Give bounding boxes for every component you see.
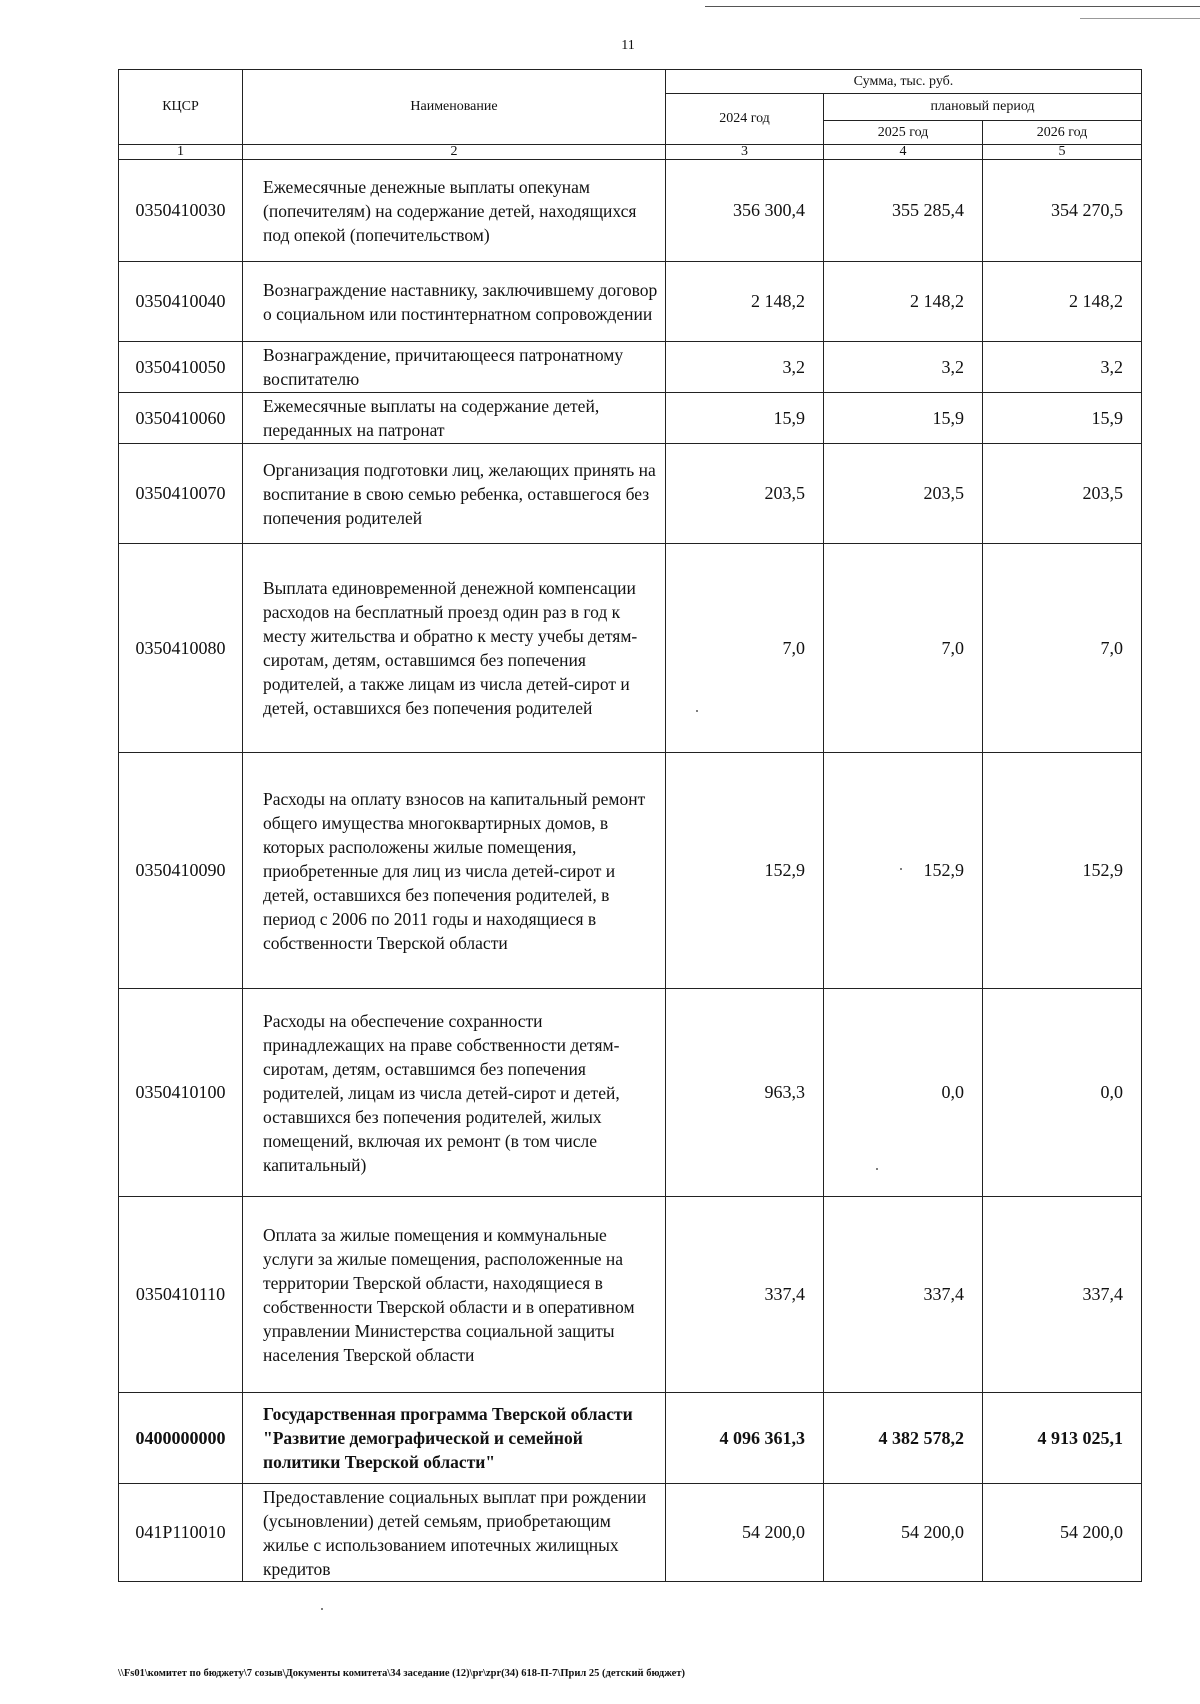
table-row — [119, 262, 1142, 342]
row-code: 0350410040 — [119, 262, 243, 342]
column-number: 5 — [983, 145, 1142, 160]
column-number: 3 — [666, 145, 824, 160]
row-value-2024: 54 200,0 — [666, 1484, 824, 1582]
table-row — [119, 753, 1142, 989]
row-name: Оплата за жилые помещения и коммунальные услуги за жилые помещения, расположенные на территории Тверской области, находящиеся в собственности Тверской области и в оперативном управлении Министерства социальной защиты населения Тверской области — [243, 1197, 666, 1393]
header-name: Наименование — [243, 70, 666, 145]
row-name: Вознаграждение, причитающееся патронатному воспитателю — [243, 342, 666, 393]
scan-speck — [696, 710, 698, 712]
row-value-2024: 963,3 — [666, 989, 824, 1197]
header-code: КЦСР — [119, 70, 243, 145]
row-name: Предоставление социальных выплат при рождении (усыновлении) детей семьям, приобретающим жилье с использованием ипотечных жилищных кредитов — [243, 1484, 666, 1582]
row-value-2026: 7,0 — [983, 544, 1142, 753]
row-code: 0350410070 — [119, 444, 243, 544]
row-code: 0350410110 — [119, 1197, 243, 1393]
row-value-2025: 0,0 — [824, 989, 983, 1197]
header-year-2025: 2025 год — [824, 121, 983, 145]
row-value-2026: 15,9 — [983, 393, 1142, 444]
row-value-2025: 152,9 — [824, 753, 983, 989]
row-code: 0350410030 — [119, 160, 243, 262]
row-name: Выплата единовременной денежной компенсации расходов на бесплатный проезд один раз в год к месту жительства и обратно к месту учебы детям-сиротам, детям, оставшимся без попечения родителей, а также лицам из числа детей-сирот и детей, оставшихся без попечения родителей — [243, 544, 666, 753]
row-value-2025: 54 200,0 — [824, 1484, 983, 1582]
row-name: Ежемесячные денежные выплаты опекунам (попечителям) на содержание детей, находящихся под опекой (попечительством) — [243, 160, 666, 262]
table-row — [119, 544, 1142, 753]
row-value-2025: 2 148,2 — [824, 262, 983, 342]
row-value-2026: 337,4 — [983, 1197, 1142, 1393]
row-code: 0350410060 — [119, 393, 243, 444]
row-code: 0350410080 — [119, 544, 243, 753]
table-row — [119, 160, 1142, 262]
row-value-2026: 54 200,0 — [983, 1484, 1142, 1582]
column-number: 4 — [824, 145, 983, 160]
row-value-2024: 3,2 — [666, 342, 824, 393]
row-name: Вознаграждение наставнику, заключившему договор о социальном или постинтернатном сопровождении — [243, 262, 666, 342]
row-value-2026: 203,5 — [983, 444, 1142, 544]
row-code: 0350410100 — [119, 989, 243, 1197]
scan-speck — [876, 1168, 878, 1170]
row-value-2024: 152,9 — [666, 753, 824, 989]
row-value-2025: 4 382 578,2 — [824, 1393, 983, 1484]
table-row — [119, 342, 1142, 393]
row-name: Расходы на оплату взносов на капитальный ремонт общего имущества многоквартирных домов, в которых расположены жилые помещения, приобретенные для лиц из числа детей-сирот и детей, оставшихся без попечения родителей, в период с 2006 по 2011 годы и находящиеся в собственности Тверской области — [243, 753, 666, 989]
row-name: Организация подготовки лиц, желающих принять на воспитание в свою семью ребенка, оставшегося без попечения родителей — [243, 444, 666, 544]
page-number: 11 — [621, 38, 635, 53]
row-value-2025: 355 285,4 — [824, 160, 983, 262]
row-code: 0350410050 — [119, 342, 243, 393]
row-value-2025: 203,5 — [824, 444, 983, 544]
row-name: Расходы на обеспечение сохранности принадлежащих на праве собственности детям-сиротам, детям, оставшимся без попечения родителей, лицам из числа детей-сирот и детей, оставшихся без попечения родителей, жилых помещений, включая их ремонт (в том числе капитальный) — [243, 989, 666, 1197]
row-value-2024: 4 096 361,3 — [666, 1393, 824, 1484]
footer-file-path: \\Fs01\комитет по бюджету\7 созыв\Документы комитета\34 заседание (12)\pr\zpr(34) 618-П-7\Прил 25 (детский бюджет) — [118, 1668, 685, 1679]
row-value-2025: 15,9 — [824, 393, 983, 444]
header-planned-period: плановый период — [824, 94, 1142, 121]
row-value-2026: 3,2 — [983, 342, 1142, 393]
scan-edge-line — [1080, 18, 1200, 19]
row-value-2026: 354 270,5 — [983, 160, 1142, 262]
table-row — [119, 393, 1142, 444]
row-value-2026: 152,9 — [983, 753, 1142, 989]
header-year-2024: 2024 год — [666, 94, 824, 145]
row-value-2024: 356 300,4 — [666, 160, 824, 262]
row-value-2025: 337,4 — [824, 1197, 983, 1393]
table-row — [119, 1484, 1142, 1582]
row-value-2025: 7,0 — [824, 544, 983, 753]
table-row-program-total — [119, 1393, 1142, 1484]
row-value-2024: 203,5 — [666, 444, 824, 544]
row-name: Ежемесячные выплаты на содержание детей, переданных на патронат — [243, 393, 666, 444]
scan-edge-line — [705, 6, 1200, 7]
row-value-2026: 4 913 025,1 — [983, 1393, 1142, 1484]
table-row — [119, 444, 1142, 544]
header-sum: Сумма, тыс. руб. — [666, 70, 1142, 94]
row-value-2024: 2 148,2 — [666, 262, 824, 342]
row-value-2026: 2 148,2 — [983, 262, 1142, 342]
row-value-2026: 0,0 — [983, 989, 1142, 1197]
row-code: 0400000000 — [119, 1393, 243, 1484]
row-value-2024: 15,9 — [666, 393, 824, 444]
column-number: 1 — [119, 145, 243, 160]
table-row — [119, 989, 1142, 1197]
row-value-2025: 3,2 — [824, 342, 983, 393]
scan-speck — [321, 1608, 323, 1610]
scan-speck — [900, 868, 902, 870]
header-year-2026: 2026 год — [983, 121, 1142, 145]
row-code: 0350410090 — [119, 753, 243, 989]
row-code: 041P110010 — [119, 1484, 243, 1582]
budget-table — [118, 69, 1142, 1582]
row-value-2024: 7,0 — [666, 544, 824, 753]
column-number: 2 — [243, 145, 666, 160]
row-value-2024: 337,4 — [666, 1197, 824, 1393]
row-name: Государственная программа Тверской области "Развитие демографической и семейной политики Тверской области" — [243, 1393, 666, 1484]
table-row — [119, 1197, 1142, 1393]
